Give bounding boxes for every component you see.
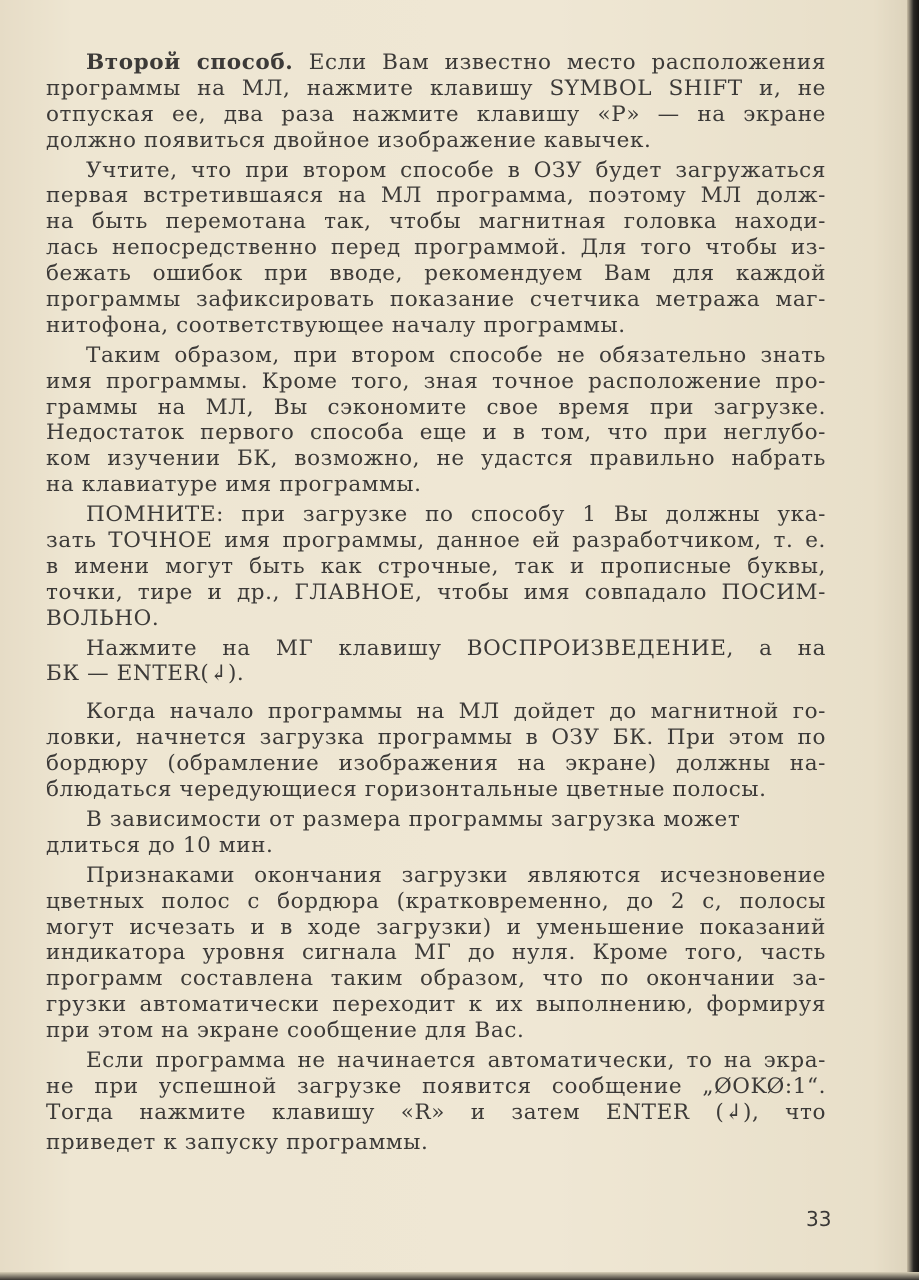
text-line: Тогда нажмите клавишу «R» и затем ENTER (↲), что bbox=[46, 1099, 826, 1125]
paragraph bbox=[46, 699, 826, 803]
text-line: на клавиатуре имя программы. bbox=[46, 472, 422, 498]
text-line: Второй способ. Если Вам известно место расположения bbox=[86, 50, 826, 75]
text-line: грузки автоматически переходит к их выполнению, формируя bbox=[46, 992, 826, 1018]
text-line: граммы на МЛ, Вы сэкономите свое время при загрузке. bbox=[46, 394, 826, 420]
text-line: на быть перемотана так, чтобы магнитная головка находи- bbox=[46, 209, 826, 235]
paragraph bbox=[46, 50, 826, 154]
text-line: Если программа не начинается автоматически, то на экра- bbox=[86, 1047, 826, 1073]
text-line: приведет к запуску программы. bbox=[46, 1129, 429, 1155]
paragraph bbox=[46, 502, 826, 631]
page-edge-shadow bbox=[907, 0, 919, 1280]
text-line: Учтите, что при втором способе в ОЗУ будет загружаться bbox=[86, 157, 826, 183]
text-line: Недостаток первого способа еще и в том, что при неглубо- bbox=[46, 420, 826, 446]
page-body bbox=[46, 50, 826, 1156]
text-line: нитофона, соответствующее началу программы. bbox=[46, 312, 626, 338]
text-line: отпуская ее, два раза нажмите клавишу «Р» — на экране bbox=[46, 101, 826, 127]
paragraph bbox=[46, 1048, 826, 1156]
text-line: Когда начало программы на МЛ дойдет до магнитной го- bbox=[86, 699, 826, 725]
text-line: ком изучении БК, возможно, не удастся правильно набрать bbox=[46, 446, 826, 472]
paragraph bbox=[46, 863, 826, 1044]
text-line: В зависимости от размера программы загрузка может bbox=[86, 806, 741, 832]
text-line: могут исчезать и в ходе загрузки) и уменьшение показаний bbox=[46, 914, 826, 940]
paragraph bbox=[46, 636, 826, 688]
text-line: бежать ошибок при вводе, рекомендуем Вам для каждой bbox=[46, 261, 826, 287]
text-line: ловки, начнется загрузка программы в ОЗУ БК. При этом по bbox=[46, 725, 826, 751]
text-line: лась непосредственно перед программой. Для того чтобы из- bbox=[46, 235, 826, 261]
text-line: индикатора уровня сигнала МГ до нуля. Кроме того, часть bbox=[46, 940, 826, 966]
text-line: при этом на экране сообщение для Вас. bbox=[46, 1018, 525, 1044]
text-line: в имени могут быть как строчные, так и прописные буквы, bbox=[46, 553, 826, 579]
text-line: бордюру (обрамление изображения на экране) должны на- bbox=[46, 751, 826, 777]
text-line: длиться до 10 мин. bbox=[46, 832, 274, 858]
page-number: 33 bbox=[806, 1207, 832, 1231]
text-line: блюдаться чередующиеся горизонтальные цветные полосы. bbox=[46, 777, 767, 803]
text-line: зать ТОЧНОЕ имя программы, данное ей разработчиком, т. е. bbox=[46, 528, 826, 554]
text-line: программы зафиксировать показание счетчика метража маг- bbox=[46, 287, 826, 313]
text-line: не при успешной загрузке появится сообщение „ØOKØ:1“. bbox=[46, 1073, 826, 1099]
text-line: первая встретившаяся на МЛ программа, поэтому МЛ долж- bbox=[46, 183, 826, 209]
paragraph bbox=[46, 343, 826, 498]
text-line: БК — ENTER(↲). bbox=[46, 661, 245, 687]
section-heading: Второй способ. bbox=[86, 50, 294, 75]
text-line: точки, тире и др., ГЛАВНОЕ, чтобы имя совпадало ПОСИМ- bbox=[46, 579, 826, 605]
text-line: программ составлена таким образом, что по окончании за- bbox=[46, 966, 826, 992]
text-line: должно появиться двойное изображение кавычек. bbox=[46, 127, 652, 153]
paragraph bbox=[46, 807, 826, 859]
text-line: цветных полос с бордюра (кратковременно, до 2 с, полосы bbox=[46, 888, 826, 914]
text-line: Нажмите на МГ клавишу ВОСПРОИЗВЕДЕНИЕ, а на bbox=[86, 635, 826, 661]
text-line: программы на МЛ, нажмите клавишу SYMBOL SHIFT и, не bbox=[46, 75, 826, 101]
page-bottom-edge bbox=[0, 1272, 919, 1280]
paragraph bbox=[46, 158, 826, 339]
text-line: Таким образом, при втором способе не обязательно знать bbox=[86, 342, 826, 368]
text-line: ПОМНИТЕ: при загрузке по способу 1 Вы должны ука- bbox=[86, 502, 826, 528]
text-line: имя программы. Кроме того, зная точное расположение про- bbox=[46, 368, 826, 394]
text-line: ВОЛЬНО. bbox=[46, 605, 160, 631]
text-line: Признаками окончания загрузки являются исчезновение bbox=[86, 862, 826, 888]
